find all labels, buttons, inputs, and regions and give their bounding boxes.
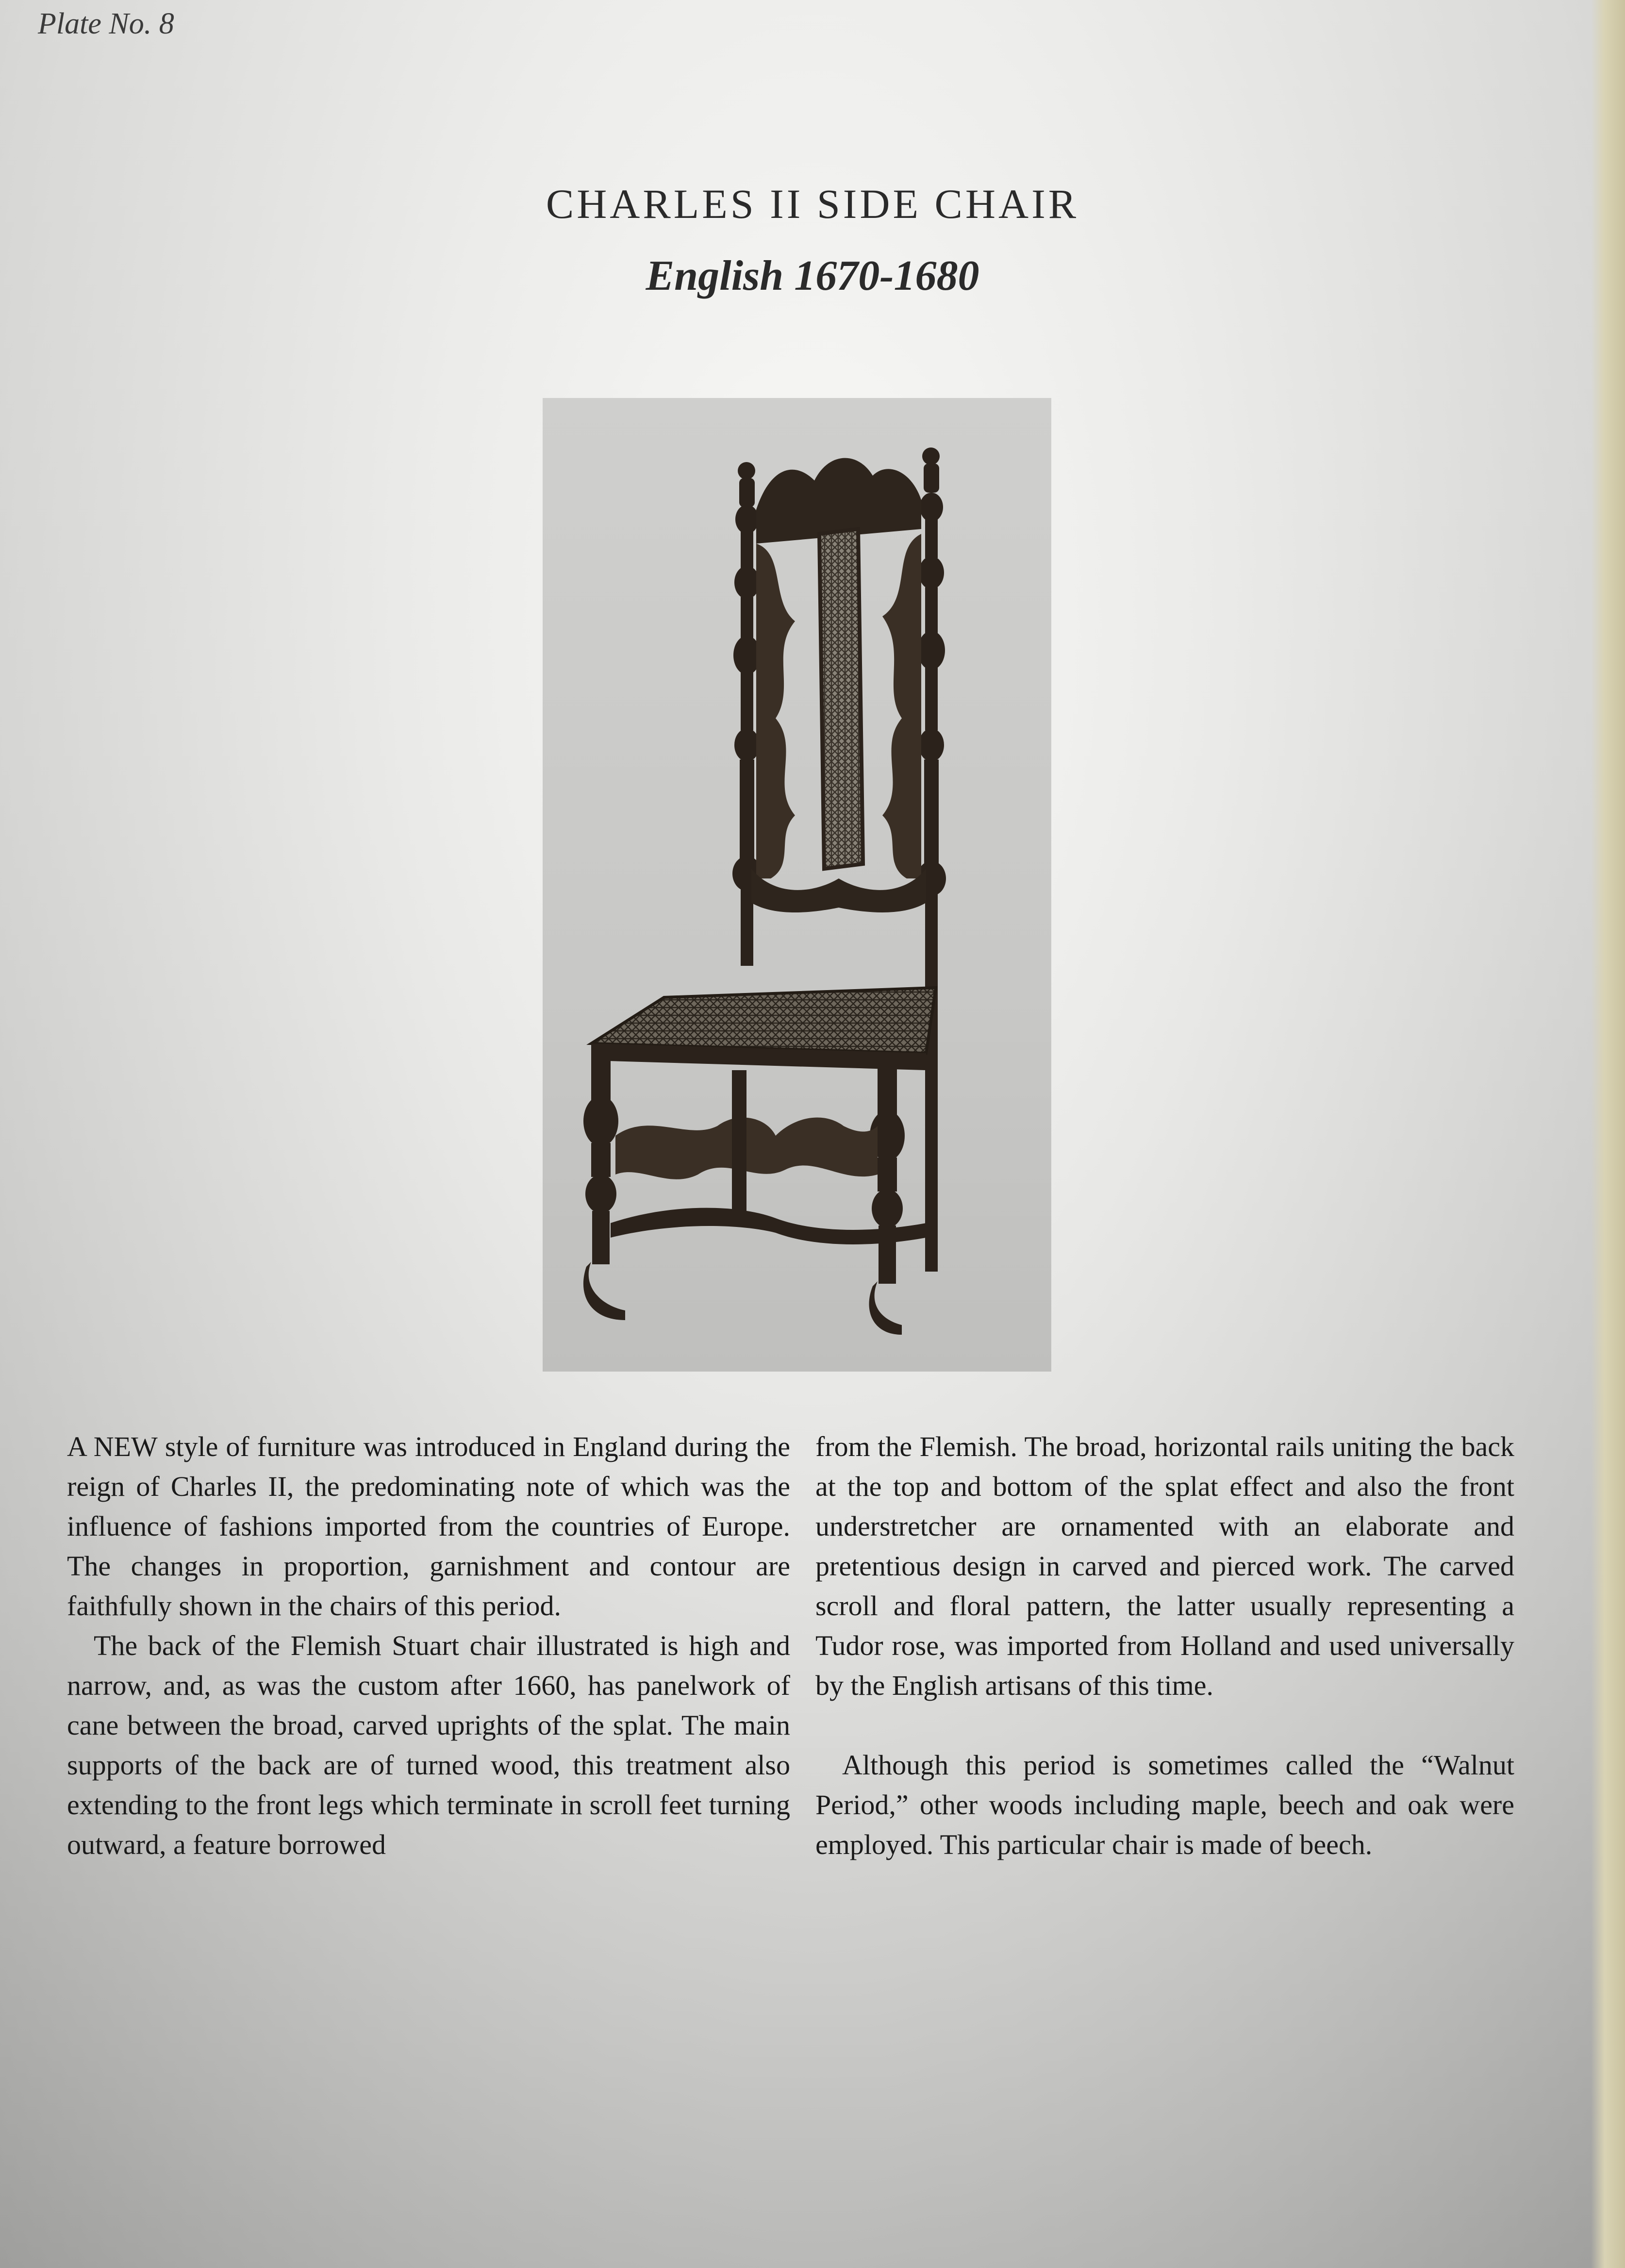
body-paragraph: Although this period is sometimes called the “Walnut Period,” other woods including maple, beech and oak were employed. This particular chair is made of beech. (815, 1749, 1514, 1860)
page-edge (1591, 0, 1625, 2268)
chair-splat-carving-left (756, 544, 795, 878)
body-paragraph: from the Flemish. The broad, horizontal rails uniting the back at the top and bottom of the splat effect and also the front understretcher are ornamented with an elaborate and pretentious design in carved and pierced work. The carved scroll and floral pattern, the latter usually representing a Tudor rose, was imported from Holland and used universally by the English artisans of this time. (815, 1431, 1514, 1701)
chair-splat-carving-right (882, 534, 921, 878)
body-column-right (815, 1427, 1514, 1865)
chair-seat (591, 988, 936, 1053)
body-column-left (67, 1427, 790, 1865)
chair-photo (543, 398, 1051, 1372)
chair-illustration (543, 398, 1051, 1372)
body-paragraph: A NEW style of furniture was introduced in England during the reign of Charles II, the predominating note of which was the influence of fashions imported from the countries of Europe. The changes in proportion, garnishment and contour are faithfully shown in the chairs of this period. (67, 1431, 790, 1622)
chair-cane-back (819, 529, 863, 869)
page-subtitle: English 1670-1680 (646, 252, 979, 299)
body-paragraph: The back of the Flemish Stuart chair illustrated is high and narrow, and, as was the custom after 1660, has panelwork of cane between the broad, carved uprights of the splat. The main supports of the back are of turned wood, this treatment also extending to the front legs which terminate in scroll feet turning outward, a feature borrowed (67, 1630, 790, 1860)
page-title: CHARLES II SIDE CHAIR (546, 181, 1079, 227)
plate-number: Plate No. 8 (38, 7, 174, 40)
chair-back-rail (751, 869, 926, 912)
